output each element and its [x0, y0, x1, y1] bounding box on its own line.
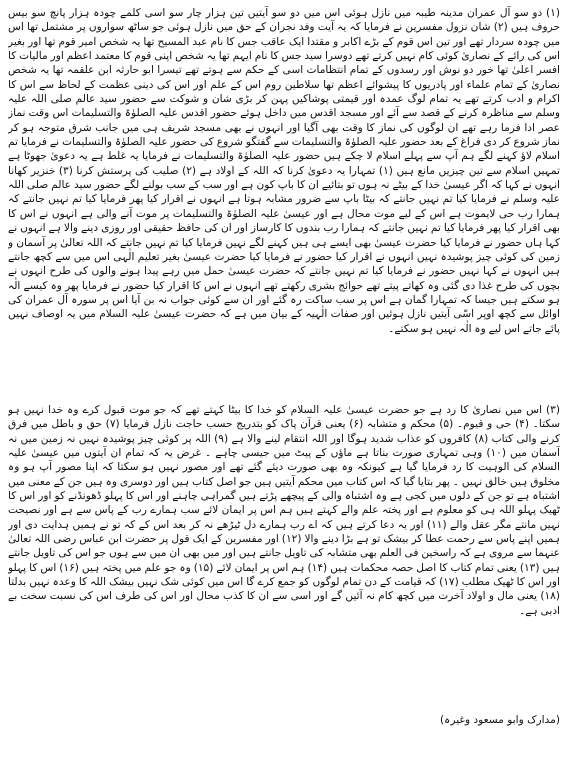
source-reference: ( مدارک وابو مسعود وغیرہ )	[440, 714, 560, 726]
document-page	[8, 6, 560, 755]
source-citation	[8, 713, 560, 727]
tafsir-paragraph-2: (۳) اس میں نصاریٰ کا رد ہے جو حضرت عیسیٰ علیہ السلام کو خدا کا بیٹا کہتے تھے کہ جو موت قبول کرے وہ خدا نہیں ہو سکتا۔ (۴) حی و قیوم۔ (۵) محکم و متشابہ (۶) یعنی قرآن پاک کو بتدریج حسب حاجت نازل فرمایا (۷) حق و باطل میں فرق کرنے والی کتاب (۸) کافروں کو عذاب شدید ہوگا اور اللہ انتقام لینے والا ہے (۹) اللہ پر کوئی چیز پوشیدہ نہیں نہ زمین میں نہ آسمان میں (۱۰) وہی تمہاری صورت بناتا ہے ماؤں کے پیٹ میں جیسی چاہے ۔ غرض یہ کہ تمام ان آیتوں میں عیسیٰ علیہ السلام کی الوہیت کا رد فرمایا گیا ہے کیونکہ وہ بھی صورت دیئے گئے تھے اور مصور نہیں ہو سکتا کہ اپنا مصور آپ ہو وہ مخلوق ہیں خالق نہیں ۔ پھر بتایا گیا کہ اس کتاب میں محکم آیتیں ہیں جو اصل کتاب ہیں اور دوسری وہ ہیں جن کے معنی میں اشتباہ ہے تو جن کے دلوں میں کجی ہے وہ اشتباہ والی کے پیچھے پڑتے ہیں گمراہی چاہنے اور اس کا پہلو ڈھونڈنے کو اور اس کا ٹھیک پہلو اللہ ہی کو معلوم ہے اور پختہ علم والے کہتے ہیں ہم اس پر ایمان لائے سب ہمارے رب کے پاس سے ہے اور نصیحت نہیں مانتے مگر عقل والے (۱۱) اور یہ دعا کرتے ہیں کہ اے رب ہمارے دل ٹیڑھے نہ کر بعد اس کے کہ تو نے ہمیں ہدایت دی اور ہمیں اپنے پاس سے رحمت عطا کر بیشک تو ہے بڑا دینے والا (۱۲) اور مفسرین کے ایک قول پر حضرت ابن عباس رضی اللہ تعالیٰ عنہما سے مروی ہے کہ راسخین فی العلم بھی متشابہ کی تاویل جانتے ہیں اور میں بھی ان میں سے ہوں جو اس کی تاویل جانتے ہیں (۱۳) یعنی تمام کتاب کا اصل حصہ محکمات ہیں (۱۴) ہم اس پر ایمان لائے (۱۵) وہ جو علم میں پختہ ہیں (۱۶) اس کا پہلو اور اس کا ٹھیک مطلب (۱۷) کہ قیامت کے دن تمام لوگوں کو جمع کرے گا اس میں کوئی شک نہیں بیشک اللہ کا وعدہ نہیں بدلتا (۱۸) یعنی مال و اولاد آخرت میں کچھ کام نہ آئیں گے اور اسی سے ان کا کذب محال اور اس کی طرف اس کی نسبت سخت بے ادبی ہے۔	[8, 404, 560, 617]
tafsir-paragraph-1: (۱) دو سو آل عمران مدینہ طیبہ میں نازل ہوئی اس میں دو سو آیتیں تین ہزار چار سو اسی کلمے چودہ ہزار پانچ سو بیس حروف ہیں (۲) شان نزول مفسرین نے فرمایا کہ یہ آیت وفد نجران کے حق میں نازل ہوئی جو ساٹھ سواروں پر مشتمل تھا اس میں چودہ سردار تھے اور تین اس قوم کے بڑے اکابر و مقتدا ایک عاقب جس کا نام عبد المسیح تھا یہ شخص امیر قوم تھا اور بغیر اس کی رائے کے نصاریٰ کوئی کام نہیں کرتے تھے دوسرا سید جس کا نام ایہم تھا یہ شخص اپنی قوم کا معتمد اعظم اور مالیات کا افسر اعلیٰ تھا خور دو نوش اور رسدوں کے تمام انتظامات اسی کے حکم سے ہوتے تھے تیسرا ابو حارثہ ابن علقمہ تھا یہ شخص نصاریٰ کے تمام علماء اور پادریوں کا پیشوائے اعظم تھا سلاطین روم اس کے علم اور اس کی دینی عظمت کے لحاظ سے اس کا اکرام و ادب کرتے تھے یہ تمام لوگ عمدہ اور قیمتی پوشاکیں پہن کر بڑی شان و شوکت سے حضور سید عالم صلی اللہ علیہ وسلم سے مناظرہ کرنے کے قصد سے آئے اور مسجد اقدس میں داخل ہوئے حضور اقدس علیہ الصلوٰۃ والتسلیمات اس وقت نماز عصر ادا فرما رہے تھے ان لوگوں کی نماز کا وقت بھی آگیا اور انہوں نے بھی مسجد شریف ہی میں جانب شرق متوجہ ہو کر نماز شروع کر دی فراغ کے بعد حضور علیہ الصلوٰۃ والتسلیمات سے گفتگو شروع کی حضور علیہ الصلوٰۃ والتسلیمات نے فرمایا تم اسلام لاؤ کہنے لگے ہم آپ سے پہلے اسلام لا چکے ہیں حضور علیہ الصلوٰۃ والتسلیمات نے فرمایا یہ غلط ہے یہ دعویٰ جھوٹا ہے تمہیں اسلام سے تین چیزیں مانع ہیں (۱) تمہارا یہ دعویٰ کرنا کہ اللہ کے اولاد ہے (۲) صلیب کی پرستش کرنا (۳) خنزیر کھانا انہوں نے کہا کہ اگر عیسیٰ خدا کے بیٹے نہ ہوں تو بتائیے ان کا باپ کون ہے اور سب کے سب بولنے لگے حضور سید عالم صلی اللہ علیہ وسلم نے فرمایا کیا تم نہیں جانتے کہ بیٹا باپ سے ضرور مشابہ ہوتا ہے انہوں نے اقرار کیا پھر فرمایا کیا تم نہیں جانتے کہ ہمارا رب حی لایموت ہے اس کے لیے موت محال ہے اور عیسیٰ علیہ الصلوٰۃ والتسلیمات پر موت آنے والی ہے انہوں نے اس کا بھی اقرار کیا پھر فرمایا کیا تم نہیں جانتے کہ ہمارا رب بندوں کا کارساز اور ان کی حافظ حقیقی اور روزی دینے والا ہے انہوں نے کہا ہاں حضور نے فرمایا کیا حضرت عیسیٰ بھی ایسے ہی ہیں کہنے لگے نہیں فرمایا کیا تم نہیں جانتے کہ اللہ تعالیٰ پر آسمان و زمین کی کوئی چیز پوشیدہ نہیں انہوں نے اقرار کیا حضور نے فرمایا کیا حضرت عیسیٰ بغیر تعلیم الٰہی اس میں سے کچھ جانتے ہیں انہوں نے کہا نہیں حضور نے فرمایا کیا تم نہیں جانتے کہ حضرت عیسیٰ حمل میں رہے پیدا ہونے والوں کی طرح انہوں نے بچوں کی طرح غذا دی گئی وہ کھاتے پیتے تھے حوائج بشری رکھتے تھے انہوں نے اس کا اقرار کیا حضور نے فرمایا پھر وہ کیسے الٰہ ہو سکتے ہیں جیسا کہ تمہارا گمان ہے اس پر سب ساکت رہ گئے اور ان سے کوئی جواب نہ بن آیا اس پر سورہ آل عمران کی اوائل سے کچھ اوپر اسّی آیتیں نازل ہوئیں اور صفات الٰہیہ کے بیان میں ہے کہ حضرت عیسیٰ علیہ السلام میں یہ اوصاف نہیں پائے جاتے اس لیے وہ الٰہ نہیں ہو سکتے۔	[8, 7, 560, 335]
